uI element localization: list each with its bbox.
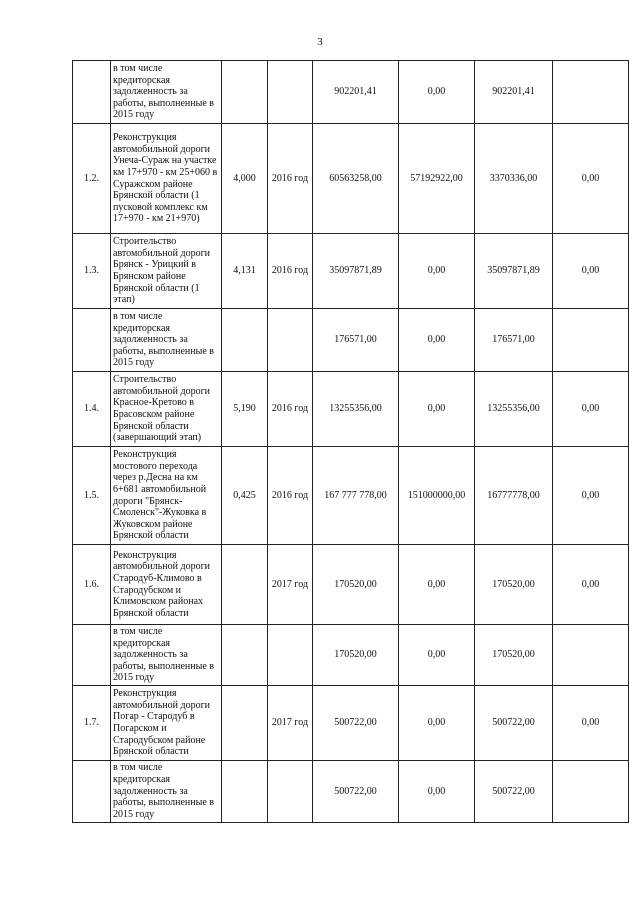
total-amount-cell: 170520,00 (313, 625, 399, 686)
federal-amount-cell: 151000000,00 (399, 447, 475, 545)
completion-year-cell (268, 309, 313, 372)
other-amount-cell: 0,00 (553, 124, 629, 234)
completion-year-cell (268, 61, 313, 124)
table-row (73, 545, 629, 625)
regional-amount-cell: 13255356,00 (475, 372, 553, 447)
length-km-cell (222, 625, 268, 686)
length-km-cell: 4,131 (222, 234, 268, 309)
federal-amount-cell: 0,00 (399, 760, 475, 822)
other-amount-cell (553, 309, 629, 372)
completion-year-cell: 2016 год (268, 372, 313, 447)
regional-amount-cell: 16777778,00 (475, 447, 553, 545)
regional-amount-cell: 176571,00 (475, 309, 553, 372)
row-number-cell: 1.2. (73, 124, 111, 234)
other-amount-cell: 0,00 (553, 545, 629, 625)
object-name-cell: Реконструкция автомобильной дороги Погар - Стародуб в Погарском и Стародубском районе Брянской области (111, 685, 222, 760)
object-name-cell: Строительство автомобильной дороги Брянск - Урицкий в Брянском районе Брянской области (1 этап) (111, 234, 222, 309)
page-number: 3 (317, 36, 323, 48)
other-amount-cell (553, 625, 629, 686)
row-number-cell: 1.5. (73, 447, 111, 545)
federal-amount-cell: 0,00 (399, 309, 475, 372)
federal-amount-cell: 0,00 (399, 372, 475, 447)
object-name-cell: в том числе кредиторская задолженность за работы, выполненные в 2015 году (111, 61, 222, 124)
completion-year-cell: 2017 год (268, 685, 313, 760)
object-name-cell: в том числе кредиторская задолженность за работы, выполненные в 2015 году (111, 625, 222, 686)
federal-amount-cell: 57192922,00 (399, 124, 475, 234)
total-amount-cell: 902201,41 (313, 61, 399, 124)
other-amount-cell: 0,00 (553, 685, 629, 760)
total-amount-cell: 13255356,00 (313, 372, 399, 447)
table-row (73, 625, 629, 686)
completion-year-cell: 2016 год (268, 234, 313, 309)
object-name-cell: в том числе кредиторская задолженность за работы, выполненные в 2015 году (111, 760, 222, 822)
total-amount-cell: 500722,00 (313, 760, 399, 822)
other-amount-cell: 0,00 (553, 234, 629, 309)
object-name-cell: Строительство автомобильной дороги Красное-Кретово в Брасовском районе Брянской области (завершающий этап) (111, 372, 222, 447)
total-amount-cell: 167 777 778,00 (313, 447, 399, 545)
row-number-cell: 1.3. (73, 234, 111, 309)
total-amount-cell: 500722,00 (313, 685, 399, 760)
length-km-cell (222, 61, 268, 124)
completion-year-cell (268, 625, 313, 686)
regional-amount-cell: 170520,00 (475, 545, 553, 625)
row-number-cell: 1.7. (73, 685, 111, 760)
table-row (73, 124, 629, 234)
federal-amount-cell: 0,00 (399, 545, 475, 625)
row-number-cell (73, 309, 111, 372)
table-row (73, 760, 629, 822)
row-number-cell: 1.6. (73, 545, 111, 625)
total-amount-cell: 170520,00 (313, 545, 399, 625)
completion-year-cell: 2016 год (268, 447, 313, 545)
budget-table (72, 60, 629, 823)
other-amount-cell: 0,00 (553, 372, 629, 447)
length-km-cell (222, 760, 268, 822)
other-amount-cell (553, 61, 629, 124)
length-km-cell: 4,000 (222, 124, 268, 234)
object-name-cell: Реконструкция автомобильной дороги Стародуб-Климово в Стародубском и Климовском районах Брянской области (111, 545, 222, 625)
object-name-cell: в том числе кредиторская задолженность за работы, выполненные в 2015 году (111, 309, 222, 372)
total-amount-cell: 35097871,89 (313, 234, 399, 309)
row-number-cell: 1.4. (73, 372, 111, 447)
table-row (73, 447, 629, 545)
length-km-cell: 5,190 (222, 372, 268, 447)
table-row (73, 685, 629, 760)
length-km-cell (222, 545, 268, 625)
object-name-cell: Реконструкция мостового перехода через р.Десна на км 6+681 автомобильной дороги "Брянск-Смоленск"-Жуковка в Жуковском районе Брянской области (111, 447, 222, 545)
total-amount-cell: 176571,00 (313, 309, 399, 372)
regional-amount-cell: 35097871,89 (475, 234, 553, 309)
regional-amount-cell: 3370336,00 (475, 124, 553, 234)
regional-amount-cell: 902201,41 (475, 61, 553, 124)
length-km-cell (222, 309, 268, 372)
object-name-cell: Реконструкция автомобильной дороги Унеча-Сураж на участке км 17+970 - км 25+060 в Суражском районе Брянской области (1 пусковой комплекс км 17+970 - км 21+970) (111, 124, 222, 234)
completion-year-cell: 2016 год (268, 124, 313, 234)
other-amount-cell (553, 760, 629, 822)
row-number-cell (73, 760, 111, 822)
federal-amount-cell: 0,00 (399, 685, 475, 760)
federal-amount-cell: 0,00 (399, 61, 475, 124)
federal-amount-cell: 0,00 (399, 234, 475, 309)
length-km-cell (222, 685, 268, 760)
regional-amount-cell: 500722,00 (475, 760, 553, 822)
table-row (73, 372, 629, 447)
table-row (73, 234, 629, 309)
table-row (73, 309, 629, 372)
total-amount-cell: 60563258,00 (313, 124, 399, 234)
table-row (73, 61, 629, 124)
row-number-cell (73, 61, 111, 124)
length-km-cell: 0,425 (222, 447, 268, 545)
completion-year-cell (268, 760, 313, 822)
row-number-cell (73, 625, 111, 686)
regional-amount-cell: 170520,00 (475, 625, 553, 686)
completion-year-cell: 2017 год (268, 545, 313, 625)
regional-amount-cell: 500722,00 (475, 685, 553, 760)
federal-amount-cell: 0,00 (399, 625, 475, 686)
other-amount-cell: 0,00 (553, 447, 629, 545)
